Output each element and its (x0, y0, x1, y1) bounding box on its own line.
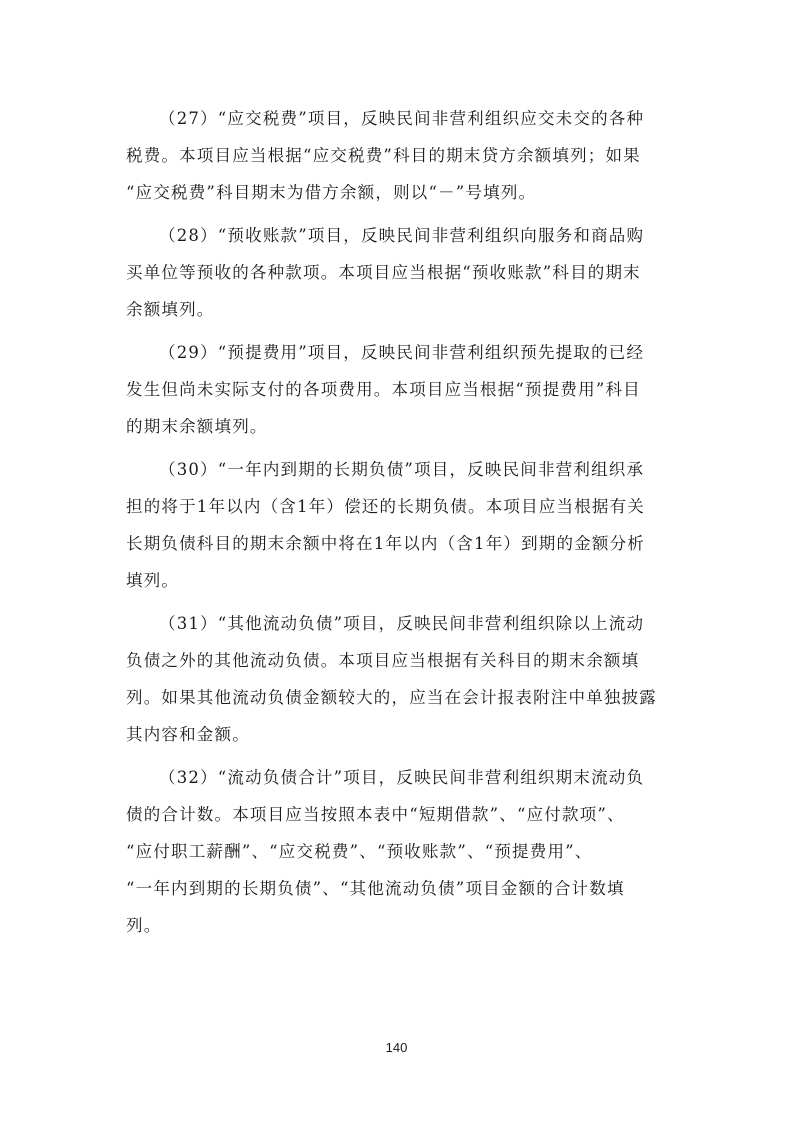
paragraph-line: 税费。本项目应当根据“应交税费”科目的期末贷方余额填列；如果 (126, 146, 641, 165)
paragraph-line: 填列。 (126, 571, 180, 590)
paragraph-line: 买单位等预收的各种款项。本项目应当根据“预收账款”科目的期末 (126, 263, 641, 282)
paragraph-27 (126, 100, 670, 211)
paragraph-line: 长期负债科目的期末余额中将在1年以内（含1年）到期的金额分析 (126, 534, 645, 553)
paragraph-line: （31）“其他流动负债”项目，反映民间非营利组织除以上流动 (159, 614, 645, 633)
paragraph-29 (126, 334, 670, 445)
paragraph-line: “一年内到期的长期负债”、“其他流动负债”项目金额的合计数填 (126, 879, 625, 898)
paragraph-line: “应交税费”科目期末为借方余额，则以“－”号填列。 (126, 183, 537, 202)
paragraph-line: 其内容和金额。 (126, 725, 250, 744)
paragraph-line: （30）“一年内到期的长期负债”项目，反映民间非营利组织承 (159, 460, 645, 479)
paragraph-line: （29）“预提费用”项目，反映民间非营利组织预先提取的已经 (159, 343, 645, 362)
page-number: 140 (385, 1040, 408, 1055)
paragraph-line: （32）“流动负债合计”项目，反映民间非营利组织期末流动负 (159, 768, 645, 787)
paragraph-line: 列。如果其他流动负债金额较大的，应当在会计报表附注中单独披露 (126, 688, 657, 707)
paragraph-line: 债的合计数。本项目应当按照本表中“短期借款”、“应付款项”、 (126, 805, 625, 824)
document-body (126, 100, 670, 950)
paragraph-line: 余额填列。 (126, 300, 215, 319)
paragraph-line: 的期末余额填列。 (126, 417, 268, 436)
paragraph-line: 负债之外的其他流动负债。本项目应当根据有关科目的期末余额填 (126, 651, 640, 670)
paragraph-line: 发生但尚未实际支付的各项费用。本项目应当根据“预提费用”科目 (126, 380, 641, 399)
paragraph-line: “应付职工薪酬”、“应交税费”、“预收账款”、“预提费用”、 (126, 842, 593, 861)
paragraph-line: （28）“预收账款”项目，反映民间非营利组织向服务和商品购 (159, 226, 645, 245)
paragraph-30 (126, 451, 670, 599)
paragraph-line: 列。 (126, 916, 162, 935)
paragraph-31 (126, 605, 670, 753)
paragraph-line: （27）“应交税费”项目，反映民间非营利组织应交未交的各种 (159, 109, 645, 128)
paragraph-line: 担的将于1年以内（含1年）偿还的长期负债。本项目应当根据有关 (126, 497, 645, 516)
paragraph-28 (126, 217, 670, 328)
paragraph-32 (126, 759, 670, 944)
